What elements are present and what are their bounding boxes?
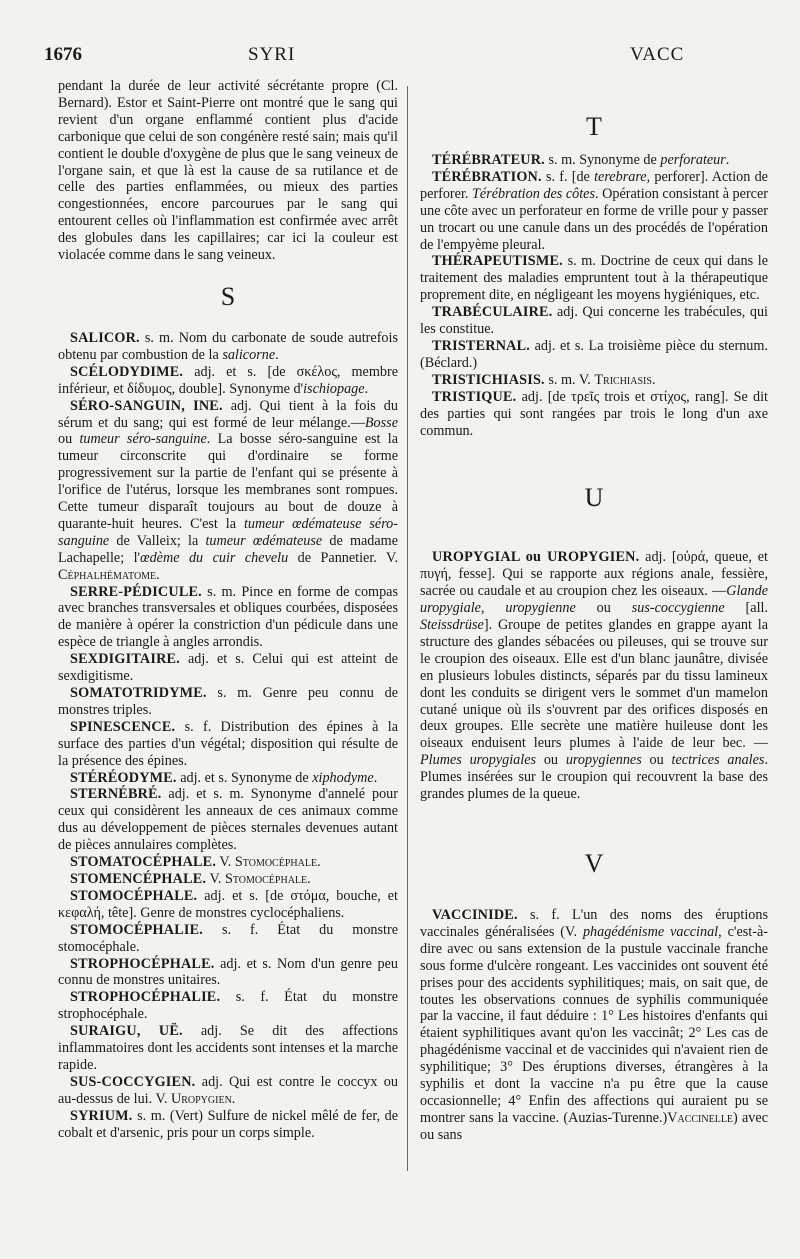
entry-text: de madame Lachapelle; l': [58, 532, 398, 566]
entry-headword: TRISTICHIASIS.: [432, 371, 545, 388]
dictionary-entry: [58, 651, 398, 685]
entry-text: , c'est-à-dire avec ou sans extension de la pustule vaccinale franche sous forme d'ulcère rongeant. Les vaccinides ont souvent été prises pour des accidents syphilitiques; mais, on sait que, de toutes les observations connues de syphilis communiquée par la vaccine, il faut déduire : 1° Les histoires d'enfants qui étaient syphilitiques avant qu'on les vaccinât; 2° Les cas de phagédénisme vaccinal et de vaccinides qui n'avaient rien de syphilitique; 3° Des éruptions diverses, étrangères à la syphilis et dont la vaccine n'a pu être que la cause occasionnelle; 4° Enfin des affections qui auraient pu se montrer sans la vaccine. (Auzias-Turenne.): [420, 923, 768, 1126]
entry-text: s. f. État du monstre stomocéphale.: [58, 921, 398, 955]
entry-text: .: [156, 566, 160, 583]
dictionary-entry: [420, 253, 768, 304]
entry-text: de Valleix; la: [109, 532, 206, 549]
entry-headword: STROPHOCÉPHALE.: [70, 955, 215, 972]
entry-headword: VACCINIDE.: [432, 907, 518, 923]
dictionary-entry: [58, 719, 398, 770]
entry-text: ou: [536, 752, 566, 769]
right-keyword: VACC: [630, 44, 685, 65]
entry-italic: Térébration des côtes: [472, 185, 595, 202]
entry-text: s. f. [de: [541, 168, 595, 185]
entry-text: s. m. Doctrine de ceux qui dans le traitement des maladies empruntent tout à la thérapeutique proprement dite, en négligeant les moyens hygiéniques, etc.: [420, 253, 768, 304]
entry-headword: TRISTIQUE.: [432, 388, 517, 405]
dictionary-entry: [58, 888, 398, 922]
entry-cross-reference: Uropygien: [170, 1090, 232, 1107]
entry-italic: tumeur œdémateuse séro-sanguine: [58, 515, 399, 549]
entry-text: .: [373, 769, 378, 786]
entry-italic: Bosse: [364, 414, 398, 431]
entry-headword: STOMATOCÉPHALE.: [70, 854, 217, 871]
entry-text: s. f. L'un des noms des éruptions vaccinales généralisées (V.: [420, 907, 768, 940]
entry-text: [all.: [724, 600, 768, 617]
left-column: [58, 78, 398, 1141]
entry-text: adj. et s. Celui qui est atteint de sexdigitisme.: [58, 651, 398, 685]
entry-text: s. m. V.: [544, 371, 595, 388]
entry-text: adj. et s. Synonyme de: [176, 769, 313, 786]
dictionary-entry: [58, 398, 398, 584]
entry-headword: STOMENCÉPHALE.: [70, 870, 207, 887]
page-number: 1676: [44, 44, 82, 65]
entry-text: adj. et s. m. Synonyme d'annelé pour ceux qui considèrent les anneaux de ces animaux comme dus au développement de pièces sternales devenues autant de pièces annulaires complètes.: [58, 786, 398, 854]
entry-italic: ischiopage: [303, 380, 365, 397]
entry-text: ]. Groupe de petites glandes en grappe ayant la structure des glandes sébacées ou pileuses, qui se trouve sur le croupion des oiseaux. Elle est d'un blanc jaunâtre, divisée en plusieurs lobules distincts, séparés par du tissu lamineux dont les conduits se dirigent vers le sommet d'un mamelon cutané unique où ils s'ouvrent par des orifices disposés en deux groupes. Elle secrète une matière huileuse dont les oiseaux enduisent leurs plumes à l'aide de leur bec. —: [420, 617, 768, 752]
entry-text: .: [725, 152, 730, 168]
entry-italic: salicorne: [222, 346, 276, 363]
entry-italic: terebrare: [594, 168, 647, 185]
left-keyword: SYRI: [248, 44, 296, 65]
entries-u: [420, 549, 768, 803]
entry-headword: STÉRÉODYME.: [70, 769, 177, 786]
entry-text: .: [231, 1090, 236, 1107]
dictionary-entry: [420, 549, 768, 803]
entry-headword: TRISTERNAL.: [432, 337, 530, 354]
entry-text: adj. [de τρεῖς trois et στίχος, rang]. Se dit des parties qui sont rangées par trois le long d'un axe commun.: [420, 388, 768, 439]
dictionary-entry: [58, 770, 398, 787]
entry-italic: uropygiennes: [565, 752, 642, 769]
entry-headword: SCÉLODYDIME.: [70, 363, 184, 380]
entry-text: ou: [58, 431, 80, 448]
dictionary-entry: [58, 989, 398, 1023]
entry-headword: UROPYGIAL ou UROPYGIEN.: [432, 549, 640, 566]
entry-text: adj. et s. Nom d'un genre peu connu de monstres unitaires.: [58, 955, 398, 989]
dictionary-entry: [58, 584, 398, 652]
dictionary-entry: [420, 169, 768, 254]
entry-italic: sus-coccygienne: [631, 600, 725, 617]
entry-headword: SYRIUM.: [70, 1107, 133, 1124]
entry-italic: xiphodyme: [312, 769, 374, 786]
entry-italic: Glande uropygiale, uropygienne: [420, 583, 768, 617]
entry-cross-reference: Vaccinelle: [667, 1109, 734, 1126]
right-column: [420, 112, 768, 1144]
entry-italic: tectrices anales: [671, 752, 765, 769]
entry-text: , perforer]. Action de perforer.: [420, 168, 768, 202]
entry-text: s. m. Genre peu connu de monstres triples.: [58, 685, 398, 718]
entry-italic: tumeur séro-sanguine: [79, 431, 207, 448]
entry-text: .: [307, 870, 311, 887]
entry-text: s. m. (Vert) Sulfure de nickel mêlé de fer, de cobalt et d'arsenic, pris pour un corps simple.: [58, 1107, 398, 1141]
entries-v: [420, 907, 768, 1144]
entry-headword: SPINESCENCE.: [70, 718, 176, 735]
entry-text: s. f. État du monstre strophocéphale.: [58, 989, 398, 1023]
entry-text: adj. et s. La troisième pièce du sternum. (Béclard.): [420, 337, 768, 371]
entry-cross-reference: Céphalhématome: [58, 566, 157, 583]
entry-headword: TÉRÉBRATION.: [432, 168, 542, 185]
entry-text: .: [317, 854, 321, 871]
dictionary-entry: [420, 372, 768, 389]
entries-s: [58, 330, 398, 1142]
entry-headword: SEXDIGITAIRE.: [70, 651, 180, 668]
entry-cross-reference: Stomocéphale: [234, 854, 318, 871]
entry-italic: tumeur œdémateuse: [205, 532, 323, 549]
dictionary-entry: [58, 1108, 398, 1142]
entry-text: ) avec ou sans: [420, 1109, 768, 1143]
entry-headword: STERNÉBRÉ.: [70, 786, 162, 803]
entry-headword: TRABÉCULAIRE.: [432, 304, 553, 321]
entry-italic: perforateur: [660, 152, 726, 168]
entry-text: V.: [216, 854, 235, 871]
entry-headword: SALICOR.: [70, 329, 140, 346]
entry-headword: THÉRAPEUTISME.: [432, 253, 563, 270]
entries-t: [420, 152, 768, 439]
entry-text: adj. Qui concerne les trabécules, qui les constitue.: [420, 304, 768, 338]
dictionary-entry: [420, 338, 768, 372]
entry-headword: STOMOCÉPHALE.: [70, 887, 198, 904]
entry-headword: SERRE-PÉDICULE.: [70, 583, 202, 600]
entry-italic: phagédénisme vaccinal: [582, 923, 719, 940]
dictionary-entry: [58, 364, 398, 398]
entry-text: .: [651, 371, 656, 388]
dictionary-entry: [58, 685, 398, 719]
dictionary-entry: [420, 389, 768, 440]
entry-text: . Plumes insérées sur le croupion qui recouvrent la base des grandes plumes de la queue.: [420, 752, 768, 803]
section-letter-t: T: [586, 112, 602, 141]
entry-italic: œdème du cuir chevelu: [140, 549, 289, 566]
dictionary-entry: [420, 907, 768, 1144]
entry-headword: SOMATOTRIDYME.: [70, 685, 207, 701]
entry-text: adj. et s. [de στόμα, bouche, et κεφαλή, tête]. Genre de monstres cyclocéphaliens.: [58, 887, 398, 921]
entry-text: adj. Se dit des affections inflammatoires dont les accidents sont intenses et la marche rapide.: [58, 1023, 398, 1073]
entry-text: . La bosse séro-sanguine est la tumeur circonscrite qui d'ordinaire se forme progressivement sur la partie de l'enfant qui se présente à l'orifice de l'utérus, lorsque les membranes sont rompues. Cette tumeur disparaît toujours au bout de douze à quarante-huit heures. C'est la: [58, 431, 398, 532]
entry-italic: Steissdrüse: [420, 617, 484, 634]
dictionary-entry: [58, 1074, 398, 1108]
section-letter-s: S: [220, 281, 236, 311]
entry-text: .: [364, 380, 369, 397]
section-letter-v: V: [584, 849, 604, 878]
entry-text: adj. [οὐρά, queue, et πυγή, fesse]. Qui se rapporte aux régions anale, fessière, sacrée ou caudale et au croupion chez les oiseaux. —: [420, 549, 768, 600]
entry-text: de Pannetier. V.: [288, 549, 398, 566]
dictionary-entry: [58, 786, 398, 854]
dictionary-entry: [58, 330, 398, 364]
entry-headword: SÉRO-SANGUIN, INE.: [70, 397, 223, 414]
entry-text: s. f. Distribution des épines à la surface des parties d'un végétal; disposition qui résulte de la présence des épines.: [58, 718, 398, 769]
section-letter-u: U: [584, 483, 604, 513]
entry-headword: TÉRÉBRATEUR.: [432, 152, 545, 168]
dictionary-entry: [58, 956, 398, 990]
entry-text: V.: [206, 870, 225, 887]
entry-text: s. m. Nom du carbonate de soude autrefois obtenu par combustion de la: [58, 329, 398, 363]
entry-text: ou: [575, 600, 632, 617]
running-header: [40, 44, 765, 74]
entry-cross-reference: Stomocéphale: [224, 870, 308, 887]
dictionary-entry: [58, 1023, 398, 1074]
entry-headword: STROPHOCÉPHALIE.: [70, 989, 221, 1006]
dictionary-entry: [58, 854, 398, 871]
entry-text: s. m. Synonyme de: [544, 152, 661, 168]
entry-cross-reference: Trichiasis: [594, 371, 652, 388]
entry-text: s. m. Pince en forme de compas avec branches transversales et obliques courbées, disposées de manière à opérer la constriction d'un pédicule dans une espèce de triangle à angles arrondis.: [58, 583, 398, 651]
entry-headword: STOMOCÉPHALIE.: [70, 921, 204, 938]
entry-text: adj. et s. [de σκέλος, membre inférieur, et δίδυμος, double]. Synonyme d': [58, 363, 398, 397]
entry-text: . Opération consistant à percer une côte avec un perforateur en forme de vrille pour y passer un trocart ou une canule dans un des procédés de l'opération de l'empyème pleural.: [420, 185, 768, 253]
entry-headword: SURAIGU, UË.: [70, 1023, 183, 1040]
dictionary-entry: [58, 871, 398, 888]
entry-text: adj. Qui tient à la fois du sérum et du sang; qui est formé de leur mélange.—: [58, 397, 398, 431]
dictionary-entry: [58, 922, 398, 956]
intro-paragraph: pendant la durée de leur activité sécrétante propre (Cl. Bernard). Estor et Saint-Pierre ont montré que le sang qui revient d'un organe enflammé contient plus d'acide carbonique que celui de son congénère resté sain; mais qu'il contient le double d'oxygène de plus que le sang veineux de l'organe sain, et que là est la cause de sa rutilance et de celle des parties enflammées, ou mieux des parties congestionnées, encore parcourues par le sang qui entourent celles où l'inflammation est confirmée avec arrêt des globules dans les capillaires; car ici la couleur est violacée comme dans le sang veineux.: [58, 78, 398, 264]
entry-italic: Plumes uropygiales: [420, 752, 537, 769]
column-divider: [407, 86, 408, 1171]
dictionary-entry: [420, 152, 768, 169]
entry-text: .: [275, 346, 279, 363]
dictionary-entry: [420, 304, 768, 338]
entry-headword: SUS-COCCYGIEN.: [70, 1073, 196, 1090]
entry-text: adj. Qui est contre le coccyx ou au-dessus de lui. V.: [58, 1073, 398, 1107]
entry-text: ou: [641, 752, 672, 769]
